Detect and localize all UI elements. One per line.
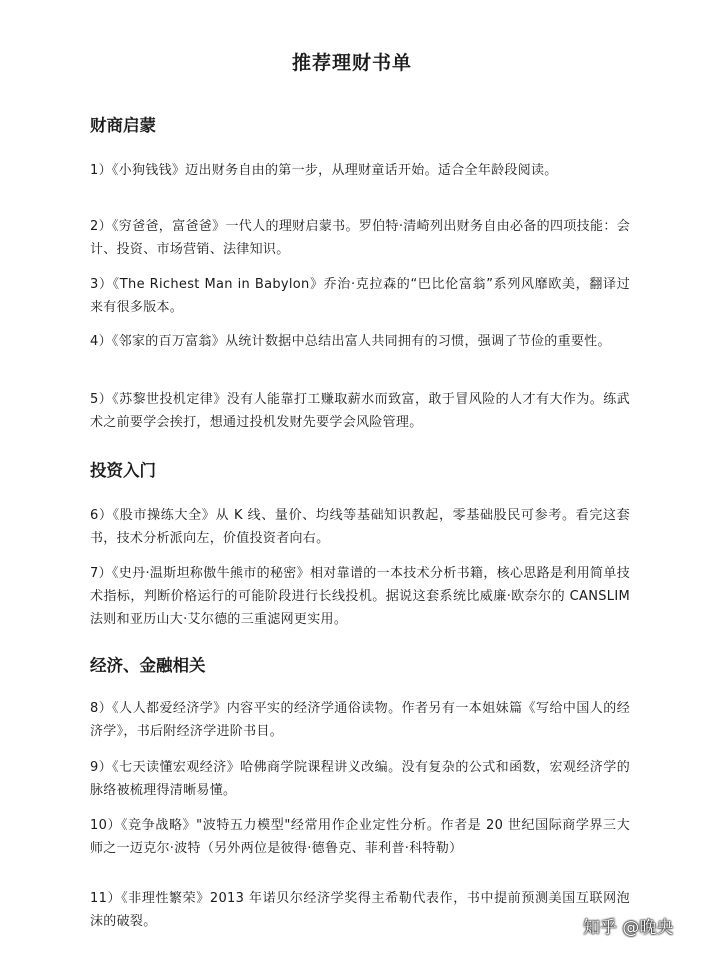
book-item-8: 8）《人人都爱经济学》内容平实的经济学通俗读物。作者另有一本姐妹篇《写给中国人的经济学》，书后附经济学进阶书目。 [90,701,630,739]
section-heading-economics-finance: 经济、金融相关 [90,656,206,675]
book-item-10: 10）《竞争战略》"波特五力模型"经常用作企业定性分析。作者是 20 世纪国际商学界三大师之一迈克尔·波特（另外两位是彼得·德鲁克、菲利普·科特勒） [90,818,630,856]
book-item-3: 3）《The Richest Man in Babylon》乔治·克拉森的“巴比伦富翁”系列风靡欧美，翻译过来有很多版本。 [90,277,630,315]
zhihu-watermark: 知乎 @晚央 [583,918,674,938]
book-item-11: 11）《非理性繁荣》2013 年诺贝尔经济学奖得主希勒代表作，书中提前预测美国互联网泡沫的破裂。 [90,891,630,929]
book-item-1: 1）《小狗钱钱》迈出财务自由的第一步，从理财童话开始。适合全年龄段阅读。 [90,163,558,178]
book-item-6: 6）《股市操练大全》从 K 线、量价、均线等基础知识教起，零基础股民可参考。看完这套书，技术分析派向左，价值投资者向右。 [90,508,630,546]
page-title: 推荐理财书单 [291,52,412,74]
book-item-5: 5）《苏黎世投机定律》没有人能靠打工赚取薪水而致富，敢于冒风险的人才有大作为。练武术之前要学会挨打，想通过投机发财先要学会风险管理。 [90,392,630,430]
book-item-7: 7）《史丹·温斯坦称傲牛熊市的秘密》相对靠谱的一本技术分析书籍，核心思路是利用简单技术指标，判断价格运行的可能阶段进行长线投机。据说这套系统比威廉·欧奈尔的 CANSLIM 法则和亚历山大·艾尔德的三重滤网更实用。 [90,566,630,627]
section-heading-investment-intro: 投资入门 [90,461,156,480]
section-heading-financial-enlightenment: 财商启蒙 [90,116,156,135]
book-item-4: 4）《邻家的百万富翁》从统计数据中总结出富人共同拥有的习惯，强调了节俭的重要性。 [90,334,611,349]
book-item-2: 2）《穷爸爸，富爸爸》一代人的理财启蒙书。罗伯特·清崎列出财务自由必备的四项技能：会计、投资、市场营销、法律知识。 [90,219,630,257]
book-item-9: 9）《七天读懂宏观经济》哈佛商学院课程讲义改编。没有复杂的公式和函数，宏观经济学的脉络被梳理得清晰易懂。 [90,760,630,798]
